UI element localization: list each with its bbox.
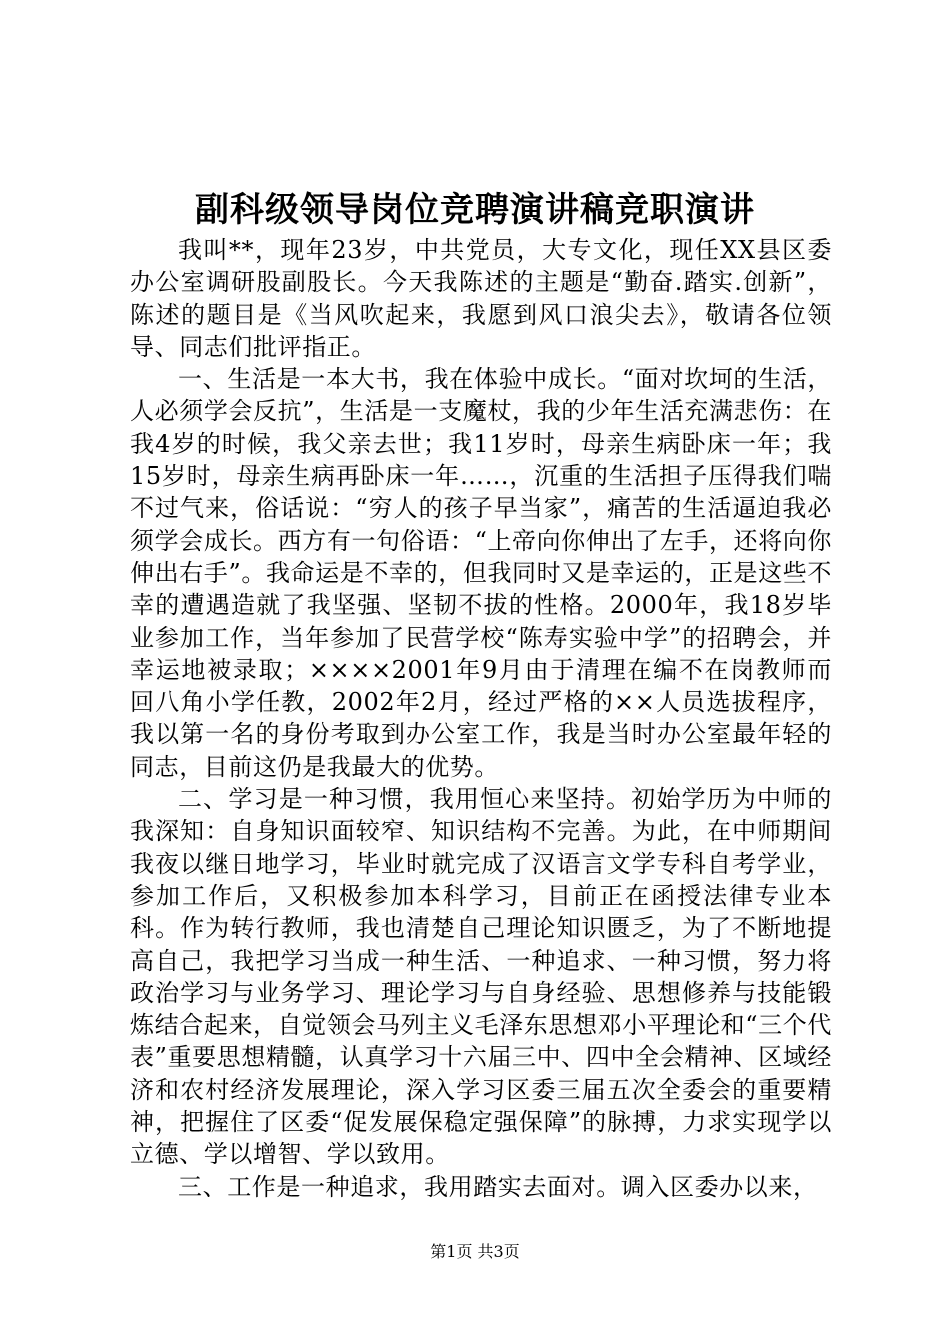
paragraph-study: 二、学习是一种习惯，我用恒心来坚持。初始学历为中师的我深知：自身知识面较窄、知识结构不完善。为此，在中师期间我夜以继日地学习，毕业时就完成了汉语言文学专科自考学业，参加工作后，又积极参加本科学习，目前正在函授法律专业本科。作为转行教师，我也清楚自己理论知识匮乏，为了不断地提高自己，我把学习当成一种生活、一种追求、一种习惯，努力将政治学习与业务学习、理论学习与自身经验、思想修养与技能锻炼结合起来，自觉领会马列主义毛泽东思想邓小平理论和“三个代表”重要思想精髓，认真学习十六届三中、四中全会精神、区域经济和农村经济发展理论，深入学习区委三届五次全委会的重要精神，把握住了区委“促发展保稳定强保障”的脉搏，力求实现学以立德、学以增智、学以致用。: [130, 785, 832, 1169]
paragraph-work: 三、工作是一种追求，我用踏实去面对。调入区委办以来，: [178, 1172, 818, 1201]
document-body: [130, 234, 832, 1203]
document-title: 副科级领导岗位竞聘演讲稿竞职演讲: [195, 190, 755, 230]
paragraph-life: 一、生活是一本大书，我在体验中成长。“面对坎坷的生活，人必须学会反抗”，生活是一支魔杖，我的少年生活充满悲伤：在我4岁的时候，我父亲去世；我11岁时，母亲生病卧床一年；我15岁时，母亲生病再卧床一年……，沉重的生活担子压得我们喘不过气来，俗话说：“穷人的孩子早当家”，痛苦的生活逼迫我必须学会成长。西方有一句俗语：“上帝向你伸出了左手，还将向你伸出右手”。我命运是不幸的，但我同时又是幸运的，正是这些不幸的遭遇造就了我坚强、坚韧不拔的性格。2000年，我18岁毕业参加工作，当年参加了民营学校“陈寿实验中学”的招聘会，并幸运地被录取；××××2001年9月由于清理在编不在岗教师而回八角小学任教，2002年2月，经过严格的××人员选拔程序，我以第一名的身份考取到办公室工作，我是当时办公室最年轻的同志，目前这仍是我最大的优势。: [130, 365, 832, 781]
page-number-footer: 第1页 共3页: [430, 1242, 520, 1261]
paragraph-intro: 我叫**，现年23岁，中共党员，大专文化，现任XX县区委办公室调研股副股长。今天我陈述的主题是“勤奋.踏实.创新”，陈述的题目是《当风吹起来，我愿到风口浪尖去》，敬请各位领导、同志们批评指正。: [130, 236, 832, 361]
